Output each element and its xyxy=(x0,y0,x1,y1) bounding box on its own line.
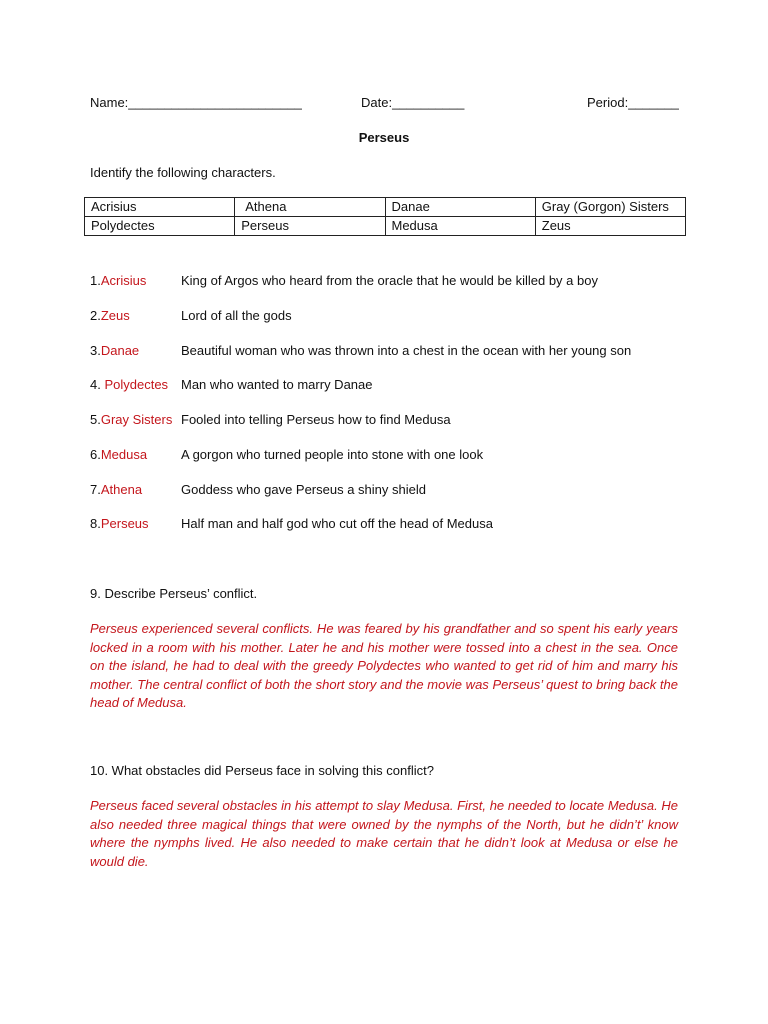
list-item xyxy=(90,412,172,427)
item-answer: Medusa xyxy=(100,447,148,462)
table-cell: Acrisius xyxy=(85,198,235,217)
list-item xyxy=(90,273,146,288)
table-cell: Zeus xyxy=(535,217,685,236)
worksheet-title: Perseus xyxy=(358,130,410,145)
table-cell: Polydectes xyxy=(85,217,235,236)
item-number: 4. xyxy=(90,377,105,392)
question-10-prompt: 10. What obstacles did Perseus face in solving this conflict? xyxy=(90,763,434,778)
item-description: Lord of all the gods xyxy=(181,308,292,323)
item-description: Half man and half god who cut off the head of Medusa xyxy=(181,516,493,531)
table-cell: Perseus xyxy=(235,217,385,236)
item-number: 2. xyxy=(90,308,101,323)
item-description: Fooled into telling Perseus how to find Medusa xyxy=(181,412,451,427)
list-item xyxy=(90,516,149,531)
item-number: 6. xyxy=(90,447,101,462)
date-field-label: Date:__________ xyxy=(361,95,465,110)
list-item xyxy=(90,482,142,497)
item-answer: Zeus xyxy=(100,308,130,323)
question-10-answer: Perseus faced several obstacles in his attempt to slay Medusa. First, he needed to locate Medusa. He also needed three magical things that were owned by the nymphs of the North, but he didn’t’ know where the nymphs lived. He also needed to make certain that he didn’t look at Medusa or else he would die. xyxy=(90,798,678,869)
item-answer: Acrisius xyxy=(100,273,147,288)
table-cell: Danae xyxy=(385,198,535,217)
item-description: A gorgon who turned people into stone with one look xyxy=(181,447,484,462)
item-answer: Danae xyxy=(100,343,140,358)
item-answer: Polydectes xyxy=(104,377,169,392)
list-item xyxy=(90,343,139,358)
table-row xyxy=(85,217,686,236)
instruction-text: Identify the following characters. xyxy=(90,165,276,180)
item-description: King of Argos who heard from the oracle that he would be killed by a boy xyxy=(181,273,598,288)
item-description: Man who wanted to marry Danae xyxy=(181,377,373,392)
item-description: Goddess who gave Perseus a shiny shield xyxy=(181,482,426,497)
item-number: 3. xyxy=(90,343,101,358)
table-cell: Gray (Gorgon) Sisters xyxy=(535,198,685,217)
item-number: 1. xyxy=(90,273,101,288)
question-9-answer: Perseus experienced several conflicts. He was feared by his grandfather and so spent his early years locked in a room with his mother. Later he and his mother were tossed into a chest in the sea. Once on the island, he had to deal with the greedy Polydectes who wanted to get rid of him and marry his mother. The central conflict of both the short story and the movie was Perseus’ quest to bring back the head of Medusa. xyxy=(90,621,678,710)
question-9-prompt: 9. Describe Perseus’ conflict. xyxy=(90,586,258,601)
item-number: 8. xyxy=(90,516,101,531)
item-answer: Perseus xyxy=(100,516,149,531)
table-row xyxy=(85,198,686,217)
list-item xyxy=(90,377,168,392)
list-item xyxy=(90,447,147,462)
table-cell: Athena xyxy=(235,198,385,217)
list-item xyxy=(90,308,130,323)
item-answer: Gray Sisters xyxy=(100,412,173,427)
item-number: 7. xyxy=(90,482,101,497)
item-answer: Athena xyxy=(100,482,143,497)
item-number: 5. xyxy=(90,412,101,427)
table-cell: Medusa xyxy=(385,217,535,236)
period-field-label: Period:_______ xyxy=(587,95,679,110)
item-description: Beautiful woman who was thrown into a chest in the ocean with her young son xyxy=(181,343,632,358)
characters-table xyxy=(84,197,686,236)
name-field-label: Name:________________________ xyxy=(90,95,302,110)
